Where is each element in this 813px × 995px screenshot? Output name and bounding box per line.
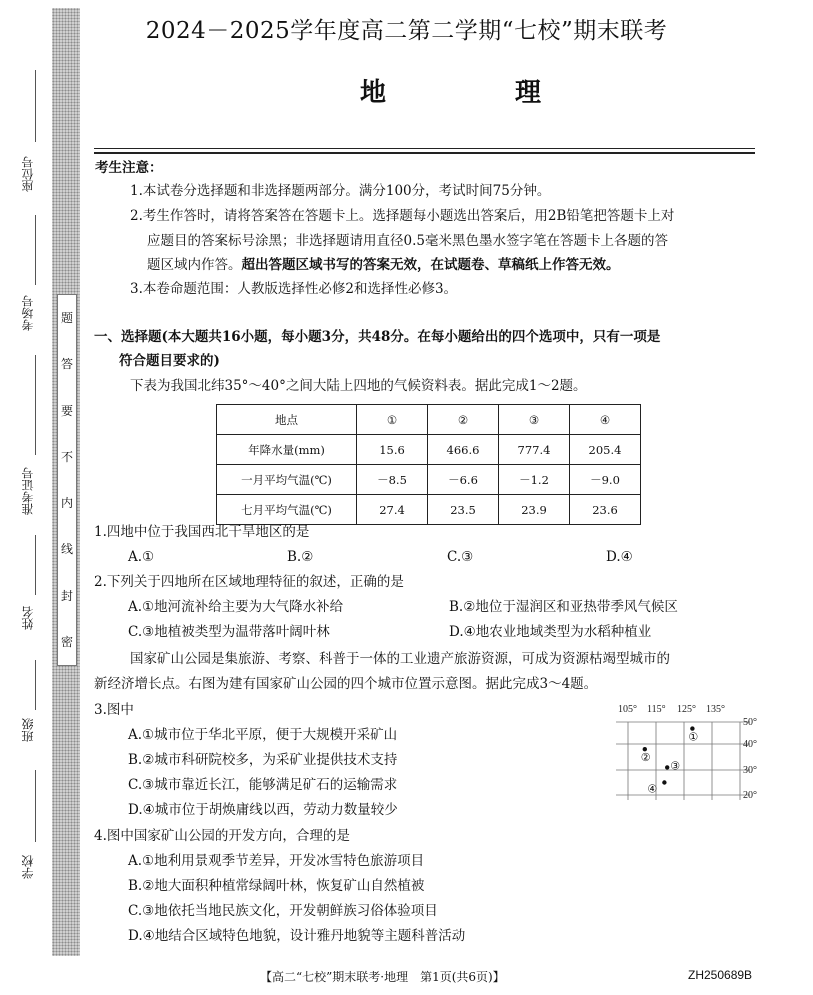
section-heading-line-2: 符合题目要求的) (119, 353, 220, 369)
school-field[interactable] (35, 770, 36, 842)
q1-option-a[interactable]: A.① (128, 549, 155, 565)
lat-label: 30° (743, 765, 757, 776)
table-intro: 下表为我国北纬35°～40°之间大陆上四地的气候资料表。据此完成1～2题。 (130, 378, 587, 394)
notice-item-2-line-2: 应题目的答案标号涂黑；非选择题请用直径0.5毫米黑色墨水签字笔在答题卡上各题的答 (147, 233, 668, 249)
city-label: ② (640, 751, 651, 765)
q4-option-b[interactable]: B.②地大面积种植常绿阔叶林，恢复矿山自然植被 (128, 878, 425, 894)
passage-2-line-1: 国家矿山公园是集旅游、考察、科普于一体的工业遗产旅游资源，可成为资源枯竭型城市的 (130, 651, 670, 667)
lon-label: 135° (706, 704, 725, 715)
notice-invalid-warning: 超出答题区域书写的答案无效，在试题卷、草稿纸上作答无效。 (241, 257, 620, 273)
label-class: 班级 (21, 718, 35, 742)
lon-label: 125° (677, 704, 696, 715)
table-row: 年降水量(mm) 15.6 466.6 777.4 205.4 (217, 435, 641, 465)
lat-label: 50° (743, 717, 757, 728)
seal-line-notice: 题 答 要 不 内 线 封 密 (57, 294, 77, 666)
q3-option-b[interactable]: B.②城市科研院校多，为采矿业提供技术支持 (128, 752, 398, 768)
q2-stem: 2.下列关于四地所在区域地理特征的叙述，正确的是 (94, 574, 404, 590)
q4-stem: 4.图中国家矿山公园的开发方向，合理的是 (94, 828, 350, 844)
lon-label: 115° (647, 704, 666, 715)
exam-room-field[interactable] (35, 215, 36, 285)
notice-item-3: 3.本卷命题范围：人教版选择性必修2和选择性必修3。 (130, 281, 458, 297)
label-school: 学校 (21, 855, 35, 879)
city-label: ④ (647, 782, 658, 796)
q3-option-d[interactable]: D.④城市位于胡焕庸线以西，劳动力数量较少 (128, 802, 398, 818)
label-admission-number: 准考证号 (21, 467, 35, 515)
map-grid (616, 722, 750, 800)
city-label: ③ (670, 759, 681, 773)
lat-label: 20° (743, 790, 757, 801)
subject-title: 地 理 (360, 78, 602, 108)
notice-item-1: 1.本试卷分选择题和非选择题两部分。满分100分，考试时间75分钟。 (130, 183, 551, 199)
q3-option-c[interactable]: C.③城市靠近长江，能够满足矿石的运输需求 (128, 777, 398, 793)
q3-stem: 3.图中 (94, 702, 134, 718)
header-rule-top (94, 148, 755, 149)
city-point (662, 780, 666, 784)
lon-label: 105° (618, 704, 637, 715)
q3-option-a[interactable]: A.①城市位于华北平原，便于大规模开采矿山 (128, 727, 398, 743)
header-rule-bottom (94, 152, 755, 154)
section-heading-line-1: 一、选择题(本大题共16小题，每小题3分，共48分。在每小题给出的四个选项中，只有一项是 (94, 329, 661, 345)
table-header-row: 地点 ① ② ③ ④ (217, 405, 641, 435)
table-row: 七月平均气温(℃) 27.4 23.5 23.9 23.6 (217, 495, 641, 525)
label-name: 姓名 (21, 606, 35, 630)
name-field[interactable] (35, 535, 36, 595)
label-seat-number: 座位号 (21, 156, 35, 192)
q1-option-c[interactable]: C.③ (447, 549, 474, 565)
q1-stem: 1.四地中位于我国西北干旱地区的是 (94, 524, 310, 540)
climate-table (216, 404, 641, 525)
seat-number-field[interactable] (35, 70, 36, 142)
q2-option-b[interactable]: B.②地位于湿润区和亚热带季风气候区 (449, 599, 678, 615)
class-field[interactable] (35, 660, 36, 710)
footer-code: ZH250689B (688, 968, 753, 982)
city-label: ① (688, 730, 699, 744)
label-exam-room: 考场号 (21, 295, 35, 331)
notice-item-2-line-1: 2.考生作答时，请将答案答在答题卡上。选择题每小题选出答案后，用2B铅笔把答题卡上对 (130, 208, 675, 224)
q4-option-d[interactable]: D.④地结合区域特色地貌，设计雅丹地貌等主题科普活动 (128, 928, 466, 944)
city-point (665, 765, 669, 769)
q1-option-b[interactable]: B.② (287, 549, 314, 565)
map-points (641, 726, 699, 795)
lat-label: 40° (743, 739, 757, 750)
notice-title: 考生注意： (95, 160, 163, 176)
q2-option-a[interactable]: A.①地河流补给主要为大气降水补给 (128, 599, 344, 615)
table-row: 一月平均气温(℃) －8.5 －6.6 －1.2 －9.0 (217, 465, 641, 495)
notice-item-2-line-3: 题区域内作答。超出答题区域书写的答案无效，在试题卷、草稿纸上作答无效。 (147, 257, 620, 273)
footer-page-info: 【高二“七校”期末联考·地理 第1页(共6页)】 (260, 970, 505, 984)
admission-number-field[interactable] (35, 355, 36, 455)
q2-option-c[interactable]: C.③地植被类型为温带落叶阔叶林 (128, 624, 330, 640)
q4-option-c[interactable]: C.③地依托当地民族文化，开发朝鲜族习俗体验项目 (128, 903, 438, 919)
city-location-map (600, 700, 770, 810)
passage-2-line-2: 新经济增长点。右图为建有国家矿山公园的四个城市位置示意图。据此完成3～4题。 (94, 676, 598, 692)
q4-option-a[interactable]: A.①地利用景观季节差异，开发冰雪特色旅游项目 (128, 853, 425, 869)
q2-option-d[interactable]: D.④地农业地域类型为水稻种植业 (449, 624, 652, 640)
exam-title: 2024－2025学年度高二第二学期“七校”期末联考 (145, 18, 668, 44)
q1-option-d[interactable]: D.④ (606, 549, 633, 565)
